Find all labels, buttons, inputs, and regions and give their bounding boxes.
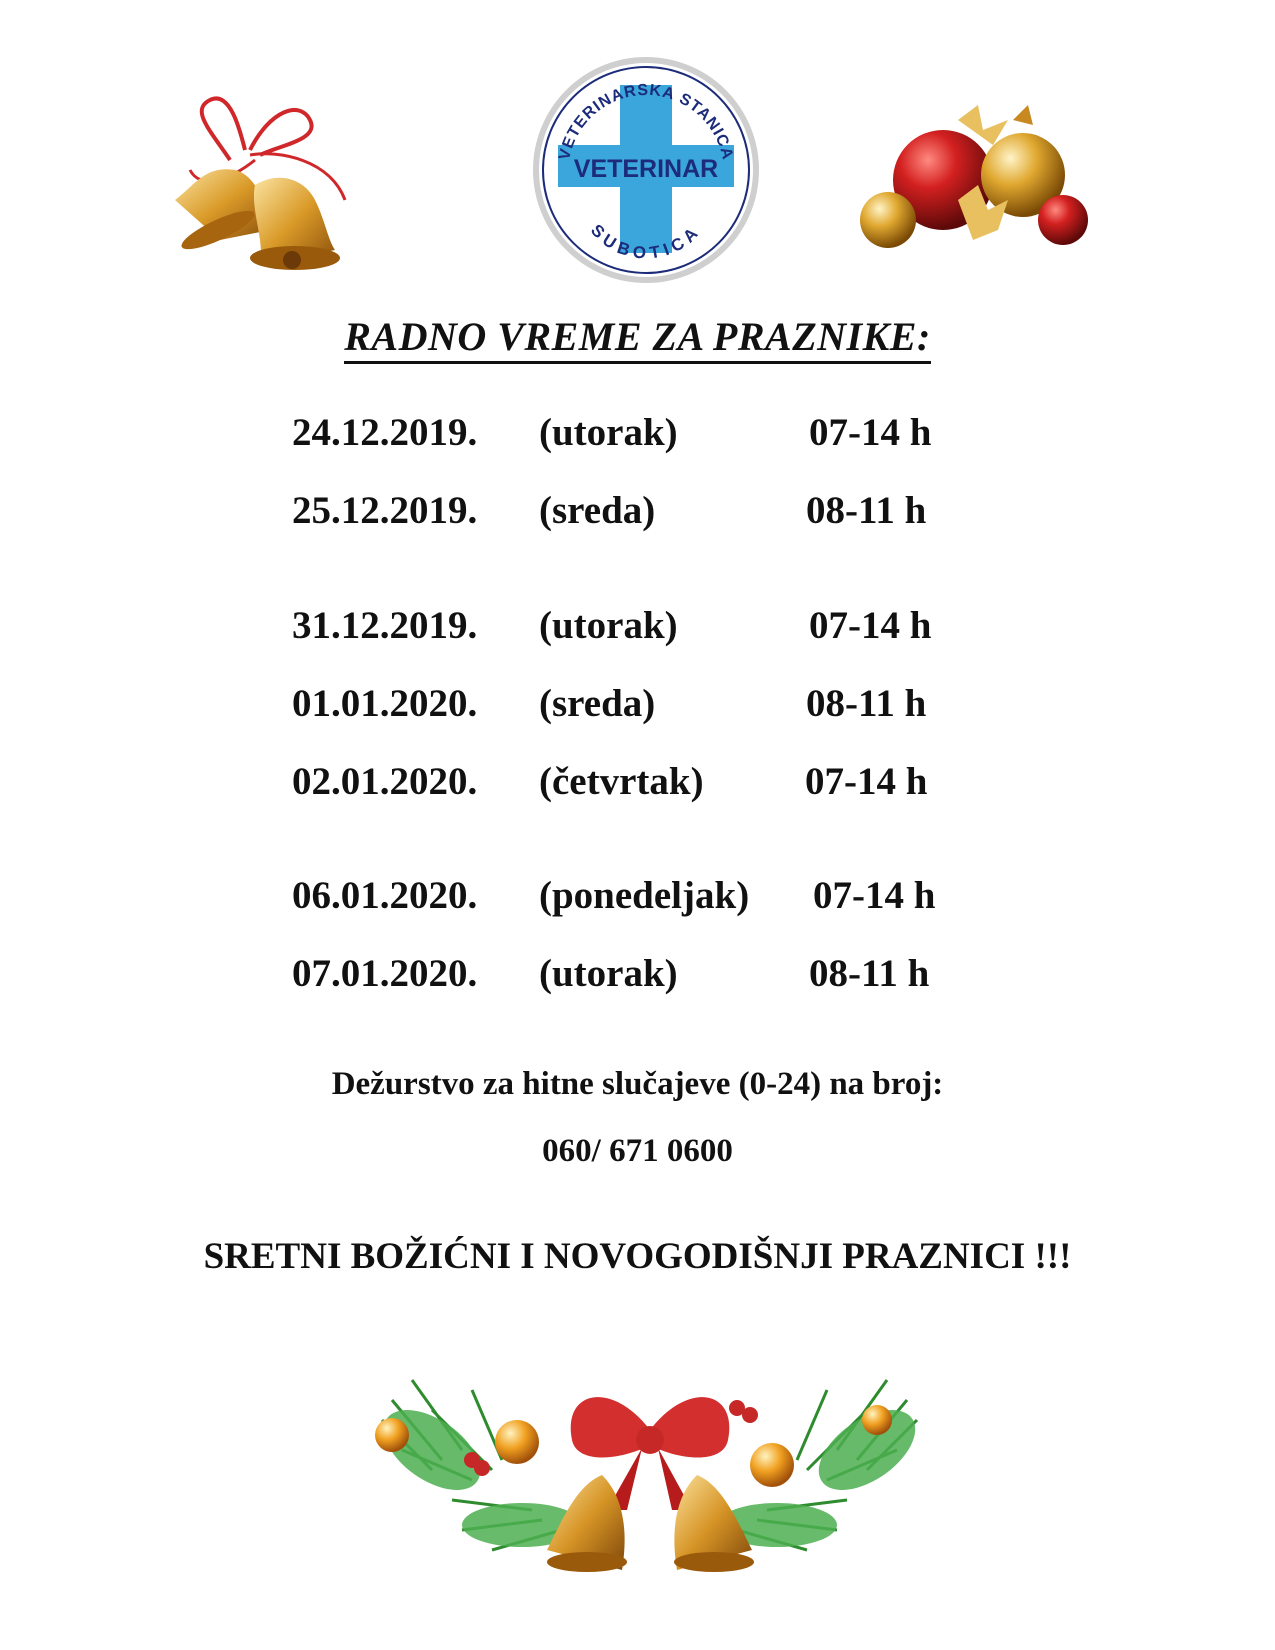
logo-top-text: VETERINARSKA STANICA <box>556 81 736 162</box>
schedule-date: 25.12.2019. <box>292 489 478 532</box>
christmas-ornaments-image <box>858 100 1113 280</box>
holiday-greeting: SRETNI BOŽIĆNI I NOVOGODIŠNJI PRAZNICI !!! <box>203 1236 1072 1277</box>
schedule-date: 01.01.2020. <box>292 682 478 725</box>
schedule-hours: 08-11 h <box>809 952 930 995</box>
schedule-hours: 07-14 h <box>813 874 936 917</box>
logo-bottom-text: SUBOTICA <box>587 220 706 263</box>
schedule-hours: 07-14 h <box>805 760 928 803</box>
schedule-date: 31.12.2019. <box>292 604 478 647</box>
christmas-bells-image <box>170 90 355 280</box>
logo-center-text: VETERINAR <box>573 155 719 183</box>
schedule-day: (četvrtak) <box>539 760 704 803</box>
schedule-hours: 07-14 h <box>809 604 932 647</box>
schedule-date: 07.01.2020. <box>292 952 478 995</box>
veterinar-logo <box>528 55 763 285</box>
schedule-date: 06.01.2020. <box>292 874 478 917</box>
schedule-day: (utorak) <box>539 411 678 454</box>
page-title-text: RADNO VREME ZA PRAZNIKE: <box>344 314 931 364</box>
schedule-day: (sreda) <box>539 682 656 725</box>
schedule-day: (utorak) <box>539 952 678 995</box>
schedule-day: (sreda) <box>539 489 656 532</box>
emergency-label: Dežurstvo za hitne slučajeve (0-24) na broj: <box>331 1066 944 1102</box>
christmas-garland-image <box>372 1360 927 1600</box>
schedule-day: (utorak) <box>539 604 678 647</box>
emergency-phone: 060/ 671 0600 <box>542 1133 733 1169</box>
schedule-date: 02.01.2020. <box>292 760 478 803</box>
schedule-date: 24.12.2019. <box>292 411 478 454</box>
schedule-hours: 08-11 h <box>806 682 927 725</box>
schedule-hours: 07-14 h <box>809 411 932 454</box>
schedule-hours: 08-11 h <box>806 489 927 532</box>
page-title <box>0 313 1275 360</box>
schedule-day: (ponedeljak) <box>539 874 750 917</box>
